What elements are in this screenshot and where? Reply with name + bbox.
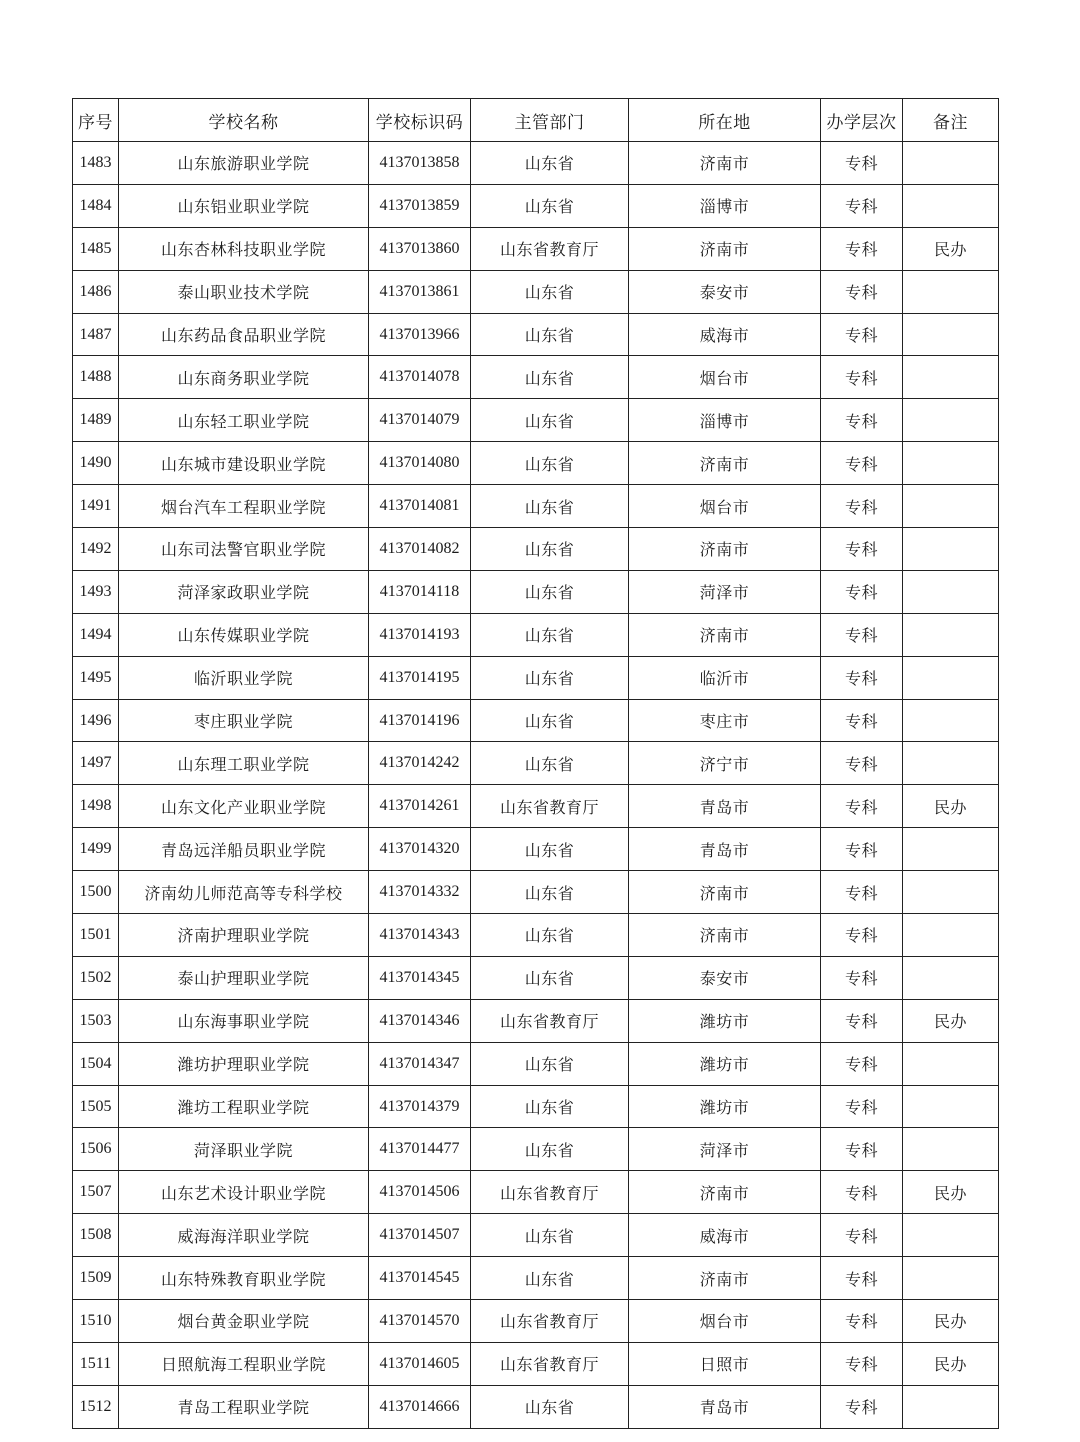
cell-school-code: 4137014193 xyxy=(369,613,471,656)
cell-level: 专科 xyxy=(821,656,903,699)
cell-note xyxy=(903,742,999,785)
table-row xyxy=(73,1042,999,1085)
header-row xyxy=(73,99,999,142)
cell-note xyxy=(903,1214,999,1257)
header-dept: 主管部门 xyxy=(471,99,629,142)
cell-note xyxy=(903,699,999,742)
cell-location: 淄博市 xyxy=(629,399,821,442)
cell-department: 山东省 xyxy=(471,570,629,613)
cell-school-name: 日照航海工程职业学院 xyxy=(119,1342,369,1385)
cell-level: 专科 xyxy=(821,270,903,313)
cell-school-name: 威海海洋职业学院 xyxy=(119,1214,369,1257)
cell-location: 威海市 xyxy=(629,1214,821,1257)
schools-table xyxy=(72,98,999,1429)
cell-school-code: 4137014506 xyxy=(369,1171,471,1214)
cell-location: 青岛市 xyxy=(629,1385,821,1428)
table-row xyxy=(73,184,999,227)
cell-no: 1503 xyxy=(73,999,119,1042)
cell-school-name: 青岛工程职业学院 xyxy=(119,1385,369,1428)
table-row xyxy=(73,227,999,270)
cell-no: 1512 xyxy=(73,1385,119,1428)
cell-department: 山东省 xyxy=(471,270,629,313)
header-no: 序号 xyxy=(73,99,119,142)
cell-location: 济南市 xyxy=(629,914,821,957)
cell-level: 专科 xyxy=(821,356,903,399)
cell-school-code: 4137014570 xyxy=(369,1300,471,1343)
cell-school-code: 4137014079 xyxy=(369,399,471,442)
cell-location: 济南市 xyxy=(629,442,821,485)
cell-school-code: 4137014196 xyxy=(369,699,471,742)
cell-level: 专科 xyxy=(821,699,903,742)
cell-no: 1494 xyxy=(73,613,119,656)
cell-school-name: 枣庄职业学院 xyxy=(119,699,369,742)
cell-note xyxy=(903,442,999,485)
cell-level: 专科 xyxy=(821,184,903,227)
cell-school-code: 4137013860 xyxy=(369,227,471,270)
cell-school-name: 山东司法警官职业学院 xyxy=(119,528,369,571)
cell-location: 济宁市 xyxy=(629,742,821,785)
cell-note: 民办 xyxy=(903,785,999,828)
cell-department: 山东省 xyxy=(471,442,629,485)
cell-no: 1493 xyxy=(73,570,119,613)
cell-no: 1500 xyxy=(73,871,119,914)
cell-note xyxy=(903,871,999,914)
cell-location: 菏泽市 xyxy=(629,1128,821,1171)
cell-location: 烟台市 xyxy=(629,1300,821,1343)
cell-school-name: 潍坊工程职业学院 xyxy=(119,1085,369,1128)
table-row xyxy=(73,313,999,356)
table-row xyxy=(73,442,999,485)
cell-school-code: 4137013858 xyxy=(369,142,471,185)
cell-location: 济南市 xyxy=(629,1171,821,1214)
cell-school-code: 4137014379 xyxy=(369,1085,471,1128)
cell-note xyxy=(903,528,999,571)
cell-school-name: 山东艺术设计职业学院 xyxy=(119,1171,369,1214)
cell-school-code: 4137014261 xyxy=(369,785,471,828)
table-row xyxy=(73,656,999,699)
table-row xyxy=(73,1300,999,1343)
cell-no: 1497 xyxy=(73,742,119,785)
table-row xyxy=(73,142,999,185)
table-header xyxy=(73,99,999,142)
cell-no: 1502 xyxy=(73,956,119,999)
cell-location: 青岛市 xyxy=(629,828,821,871)
table-row xyxy=(73,1214,999,1257)
cell-note xyxy=(903,1257,999,1300)
cell-level: 专科 xyxy=(821,1214,903,1257)
cell-level: 专科 xyxy=(821,442,903,485)
table-row xyxy=(73,828,999,871)
cell-school-name: 山东旅游职业学院 xyxy=(119,142,369,185)
cell-location: 济南市 xyxy=(629,528,821,571)
table-row xyxy=(73,1342,999,1385)
cell-department: 山东省 xyxy=(471,1042,629,1085)
cell-no: 1499 xyxy=(73,828,119,871)
cell-note xyxy=(903,485,999,528)
cell-location: 枣庄市 xyxy=(629,699,821,742)
cell-location: 菏泽市 xyxy=(629,570,821,613)
cell-no: 1491 xyxy=(73,485,119,528)
cell-department: 山东省 xyxy=(471,1385,629,1428)
cell-no: 1498 xyxy=(73,785,119,828)
table-row xyxy=(73,485,999,528)
cell-department: 山东省 xyxy=(471,313,629,356)
cell-note xyxy=(903,613,999,656)
cell-location: 潍坊市 xyxy=(629,1085,821,1128)
cell-department: 山东省教育厅 xyxy=(471,999,629,1042)
cell-note: 民办 xyxy=(903,1171,999,1214)
cell-level: 专科 xyxy=(821,956,903,999)
cell-school-name: 山东商务职业学院 xyxy=(119,356,369,399)
cell-level: 专科 xyxy=(821,1085,903,1128)
cell-location: 济南市 xyxy=(629,871,821,914)
cell-location: 潍坊市 xyxy=(629,1042,821,1085)
cell-school-code: 4137014347 xyxy=(369,1042,471,1085)
cell-department: 山东省 xyxy=(471,656,629,699)
cell-no: 1485 xyxy=(73,227,119,270)
cell-no: 1501 xyxy=(73,914,119,957)
table-row xyxy=(73,871,999,914)
cell-no: 1505 xyxy=(73,1085,119,1128)
cell-department: 山东省 xyxy=(471,1257,629,1300)
table-row xyxy=(73,399,999,442)
table-row xyxy=(73,1257,999,1300)
cell-department: 山东省 xyxy=(471,1128,629,1171)
cell-no: 1504 xyxy=(73,1042,119,1085)
cell-school-code: 4137014346 xyxy=(369,999,471,1042)
cell-level: 专科 xyxy=(821,313,903,356)
cell-department: 山东省 xyxy=(471,613,629,656)
table-row xyxy=(73,1385,999,1428)
cell-no: 1488 xyxy=(73,356,119,399)
cell-school-code: 4137014343 xyxy=(369,914,471,957)
cell-school-name: 山东铝业职业学院 xyxy=(119,184,369,227)
cell-note: 民办 xyxy=(903,1342,999,1385)
header-note: 备注 xyxy=(903,99,999,142)
cell-location: 临沂市 xyxy=(629,656,821,699)
cell-school-name: 泰山护理职业学院 xyxy=(119,956,369,999)
cell-location: 烟台市 xyxy=(629,485,821,528)
cell-school-code: 4137014507 xyxy=(369,1214,471,1257)
cell-no: 1484 xyxy=(73,184,119,227)
cell-school-name: 临沂职业学院 xyxy=(119,656,369,699)
cell-department: 山东省 xyxy=(471,742,629,785)
cell-location: 威海市 xyxy=(629,313,821,356)
cell-school-name: 山东海事职业学院 xyxy=(119,999,369,1042)
table-row xyxy=(73,613,999,656)
cell-department: 山东省 xyxy=(471,914,629,957)
cell-level: 专科 xyxy=(821,1042,903,1085)
cell-level: 专科 xyxy=(821,742,903,785)
cell-department: 山东省 xyxy=(471,528,629,571)
cell-department: 山东省教育厅 xyxy=(471,1171,629,1214)
cell-school-name: 山东杏林科技职业学院 xyxy=(119,227,369,270)
cell-department: 山东省 xyxy=(471,399,629,442)
cell-department: 山东省 xyxy=(471,184,629,227)
cell-school-name: 潍坊护理职业学院 xyxy=(119,1042,369,1085)
cell-location: 济南市 xyxy=(629,142,821,185)
table-row xyxy=(73,1085,999,1128)
cell-note xyxy=(903,1385,999,1428)
cell-department: 山东省教育厅 xyxy=(471,785,629,828)
cell-level: 专科 xyxy=(821,528,903,571)
cell-no: 1509 xyxy=(73,1257,119,1300)
cell-school-name: 菏泽职业学院 xyxy=(119,1128,369,1171)
cell-note xyxy=(903,1042,999,1085)
cell-department: 山东省 xyxy=(471,142,629,185)
cell-level: 专科 xyxy=(821,1128,903,1171)
header-code: 学校标识码 xyxy=(369,99,471,142)
cell-level: 专科 xyxy=(821,142,903,185)
cell-note xyxy=(903,570,999,613)
cell-note xyxy=(903,956,999,999)
cell-school-name: 山东轻工职业学院 xyxy=(119,399,369,442)
table-row xyxy=(73,785,999,828)
table-row xyxy=(73,742,999,785)
cell-note xyxy=(903,184,999,227)
table-row xyxy=(73,914,999,957)
cell-no: 1490 xyxy=(73,442,119,485)
cell-school-name: 菏泽家政职业学院 xyxy=(119,570,369,613)
cell-school-code: 4137014666 xyxy=(369,1385,471,1428)
cell-level: 专科 xyxy=(821,1171,903,1214)
cell-no: 1506 xyxy=(73,1128,119,1171)
cell-note: 民办 xyxy=(903,227,999,270)
table-row xyxy=(73,999,999,1042)
cell-school-name: 山东药品食品职业学院 xyxy=(119,313,369,356)
cell-school-code: 4137013859 xyxy=(369,184,471,227)
cell-department: 山东省教育厅 xyxy=(471,1300,629,1343)
cell-note xyxy=(903,1085,999,1128)
cell-location: 济南市 xyxy=(629,613,821,656)
cell-note xyxy=(903,356,999,399)
cell-note xyxy=(903,1128,999,1171)
cell-school-name: 山东文化产业职业学院 xyxy=(119,785,369,828)
cell-school-code: 4137014477 xyxy=(369,1128,471,1171)
cell-school-name: 烟台汽车工程职业学院 xyxy=(119,485,369,528)
cell-school-code: 4137014118 xyxy=(369,570,471,613)
cell-department: 山东省 xyxy=(471,1085,629,1128)
cell-school-code: 4137014605 xyxy=(369,1342,471,1385)
cell-no: 1496 xyxy=(73,699,119,742)
cell-level: 专科 xyxy=(821,570,903,613)
cell-school-code: 4137014345 xyxy=(369,956,471,999)
cell-note xyxy=(903,399,999,442)
cell-school-name: 济南护理职业学院 xyxy=(119,914,369,957)
header-level: 办学层次 xyxy=(821,99,903,142)
cell-no: 1495 xyxy=(73,656,119,699)
cell-school-code: 4137014320 xyxy=(369,828,471,871)
cell-school-name: 泰山职业技术学院 xyxy=(119,270,369,313)
cell-no: 1492 xyxy=(73,528,119,571)
table-row xyxy=(73,528,999,571)
cell-department: 山东省教育厅 xyxy=(471,1342,629,1385)
cell-department: 山东省 xyxy=(471,871,629,914)
cell-school-name: 济南幼儿师范高等专科学校 xyxy=(119,871,369,914)
cell-level: 专科 xyxy=(821,914,903,957)
cell-level: 专科 xyxy=(821,871,903,914)
cell-level: 专科 xyxy=(821,399,903,442)
cell-department: 山东省 xyxy=(471,828,629,871)
cell-location: 济南市 xyxy=(629,227,821,270)
cell-note xyxy=(903,914,999,957)
cell-note: 民办 xyxy=(903,999,999,1042)
table-row xyxy=(73,699,999,742)
cell-no: 1510 xyxy=(73,1300,119,1343)
cell-department: 山东省 xyxy=(471,699,629,742)
cell-note: 民办 xyxy=(903,1300,999,1343)
cell-note xyxy=(903,313,999,356)
table-row xyxy=(73,270,999,313)
cell-level: 专科 xyxy=(821,828,903,871)
cell-note xyxy=(903,142,999,185)
cell-school-code: 4137013861 xyxy=(369,270,471,313)
cell-level: 专科 xyxy=(821,785,903,828)
cell-level: 专科 xyxy=(821,1342,903,1385)
cell-level: 专科 xyxy=(821,1385,903,1428)
cell-department: 山东省 xyxy=(471,356,629,399)
table-row xyxy=(73,1171,999,1214)
cell-location: 泰安市 xyxy=(629,270,821,313)
cell-level: 专科 xyxy=(821,485,903,528)
cell-note xyxy=(903,828,999,871)
cell-level: 专科 xyxy=(821,999,903,1042)
cell-department: 山东省教育厅 xyxy=(471,227,629,270)
cell-note xyxy=(903,656,999,699)
cell-school-name: 烟台黄金职业学院 xyxy=(119,1300,369,1343)
table-row xyxy=(73,1128,999,1171)
cell-level: 专科 xyxy=(821,227,903,270)
cell-location: 淄博市 xyxy=(629,184,821,227)
cell-level: 专科 xyxy=(821,1257,903,1300)
cell-school-code: 4137014242 xyxy=(369,742,471,785)
cell-level: 专科 xyxy=(821,613,903,656)
cell-no: 1483 xyxy=(73,142,119,185)
cell-school-code: 4137014081 xyxy=(369,485,471,528)
cell-no: 1489 xyxy=(73,399,119,442)
cell-school-code: 4137014195 xyxy=(369,656,471,699)
cell-no: 1507 xyxy=(73,1171,119,1214)
header-location: 所在地 xyxy=(629,99,821,142)
cell-note xyxy=(903,270,999,313)
cell-school-code: 4137014082 xyxy=(369,528,471,571)
cell-location: 烟台市 xyxy=(629,356,821,399)
cell-no: 1486 xyxy=(73,270,119,313)
cell-location: 济南市 xyxy=(629,1257,821,1300)
header-name: 学校名称 xyxy=(119,99,369,142)
cell-department: 山东省 xyxy=(471,485,629,528)
cell-school-name: 青岛远洋船员职业学院 xyxy=(119,828,369,871)
document-page xyxy=(72,98,998,1429)
cell-no: 1511 xyxy=(73,1342,119,1385)
table-row xyxy=(73,956,999,999)
cell-department: 山东省 xyxy=(471,1214,629,1257)
cell-location: 青岛市 xyxy=(629,785,821,828)
cell-location: 潍坊市 xyxy=(629,999,821,1042)
cell-school-code: 4137014332 xyxy=(369,871,471,914)
cell-school-code: 4137014080 xyxy=(369,442,471,485)
cell-school-name: 山东特殊教育职业学院 xyxy=(119,1257,369,1300)
cell-school-name: 山东城市建设职业学院 xyxy=(119,442,369,485)
cell-school-name: 山东理工职业学院 xyxy=(119,742,369,785)
cell-location: 泰安市 xyxy=(629,956,821,999)
cell-level: 专科 xyxy=(821,1300,903,1343)
cell-no: 1487 xyxy=(73,313,119,356)
cell-no: 1508 xyxy=(73,1214,119,1257)
cell-department: 山东省 xyxy=(471,956,629,999)
cell-school-code: 4137013966 xyxy=(369,313,471,356)
table-row xyxy=(73,570,999,613)
table-row xyxy=(73,356,999,399)
cell-school-code: 4137014078 xyxy=(369,356,471,399)
cell-school-code: 4137014545 xyxy=(369,1257,471,1300)
cell-location: 日照市 xyxy=(629,1342,821,1385)
table-body xyxy=(73,142,999,1429)
cell-school-name: 山东传媒职业学院 xyxy=(119,613,369,656)
